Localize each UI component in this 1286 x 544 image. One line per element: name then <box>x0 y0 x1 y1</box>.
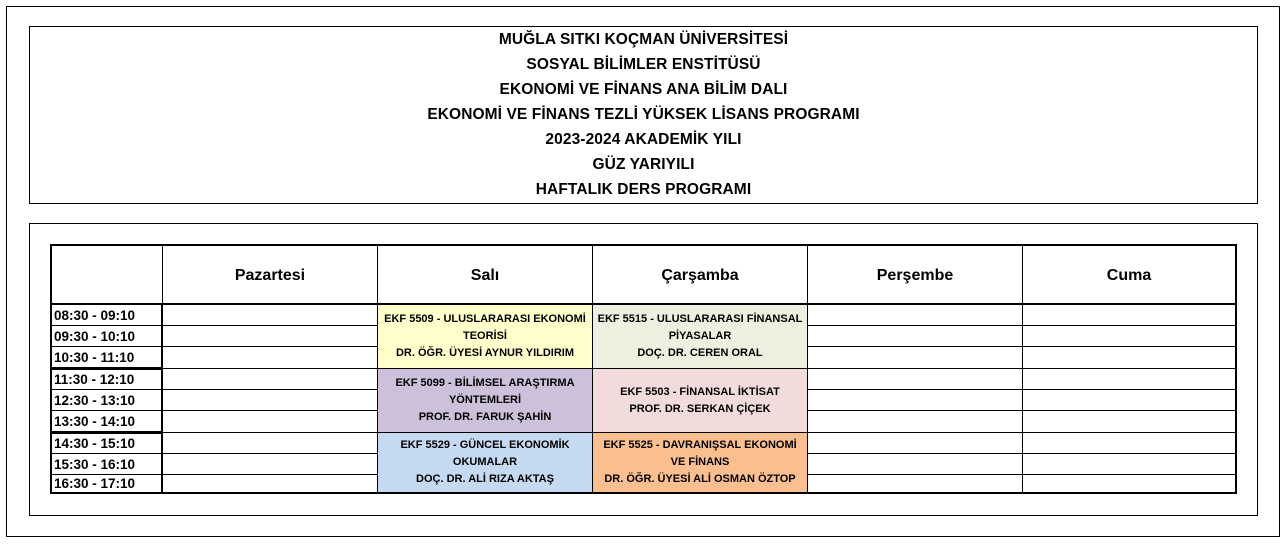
empty-slot-pazartesi <box>162 369 377 390</box>
time-group-divider <box>52 368 162 370</box>
course-title: EKF 5529 - GÜNCEL EKONOMİK OKUMALAR <box>400 439 570 468</box>
university-name: MUĞLA SITKI KOÇMAN ÜNİVERSİTESİ <box>498 31 789 48</box>
empty-slot-persembe <box>807 390 1022 411</box>
time-slot: 09:30 - 10:10 <box>52 326 162 347</box>
empty-slot-cuma <box>1022 347 1235 369</box>
empty-slot-persembe <box>807 326 1022 347</box>
course-title: EKF 5099 - BİLİMSEL ARAŞTIRMA YÖNTEMLERİ <box>395 377 575 406</box>
empty-slot-cuma <box>1022 411 1235 433</box>
course-cell <box>592 369 807 433</box>
empty-slot-pazartesi <box>162 305 377 326</box>
empty-slot-cuma <box>1022 454 1235 475</box>
time-slot: 15:30 - 16:10 <box>52 454 162 475</box>
empty-slot-persembe <box>807 433 1022 454</box>
time-group-divider <box>52 432 162 434</box>
empty-slot-cuma <box>1022 326 1235 347</box>
department-name: EKONOMİ VE FİNANS ANA BİLİM DALI <box>499 81 788 98</box>
course-instructor: PROF. DR. FARUK ŞAHİN <box>418 411 552 423</box>
day-header-carsamba: Çarşamba <box>592 246 807 305</box>
empty-slot-pazartesi <box>162 454 377 475</box>
day-header-sali: Salı <box>377 246 592 305</box>
course-cell <box>377 369 592 433</box>
course-instructor: PROF. DR. SERKAN ÇİÇEK <box>629 402 771 415</box>
empty-slot-persembe <box>807 475 1022 492</box>
day-header-persembe: Perşembe <box>807 246 1022 305</box>
time-slot: 08:30 - 09:10 <box>52 305 162 326</box>
course-cell <box>377 305 592 369</box>
time-slot: 11:30 - 12:10 <box>52 369 162 390</box>
time-slot: 14:30 - 15:10 <box>52 433 162 454</box>
empty-slot-pazartesi <box>162 326 377 347</box>
day-header-pazartesi: Pazartesi <box>162 246 377 305</box>
course-instructor: DOÇ. DR. CEREN ORAL <box>637 347 763 359</box>
semester: GÜZ YARIYILI <box>592 156 695 173</box>
course-instructor: DOÇ. DR. ALİ RIZA AKTAŞ <box>416 473 554 485</box>
course-cell <box>377 433 592 492</box>
course-title: EKF 5509 - ULUSLARARASI EKONOMİ TEORİSİ <box>384 313 586 342</box>
course-instructor: DR. ÖĞR. ÜYESİ ALİ OSMAN ÖZTOP <box>604 473 796 485</box>
course-cell <box>592 433 807 492</box>
course-title: EKF 5503 - FİNANSAL İKTİSAT <box>620 385 780 398</box>
empty-slot-pazartesi <box>162 390 377 411</box>
empty-slot-cuma <box>1022 305 1235 326</box>
day-header-cuma: Cuma <box>1022 246 1235 305</box>
empty-slot-cuma <box>1022 433 1235 454</box>
schedule-title: HAFTALIK DERS PROGRAMI <box>535 181 752 198</box>
program-name: EKONOMİ VE FİNANS TEZLİ YÜKSEK LİSANS PROGRAMI <box>427 106 860 123</box>
empty-slot-cuma <box>1022 390 1235 411</box>
time-slot: 13:30 - 14:10 <box>52 411 162 432</box>
course-instructor: DR. ÖĞR. ÜYESİ AYNUR YILDIRIM <box>395 347 575 359</box>
empty-slot-pazartesi <box>162 475 377 492</box>
course-cell <box>592 305 807 369</box>
program-header <box>29 26 1258 204</box>
empty-slot-pazartesi <box>162 411 377 433</box>
course-title: EKF 5525 - DAVRANIŞSAL EKONOMİ VE FİNANS <box>603 439 797 468</box>
empty-slot-persembe <box>807 347 1022 369</box>
time-slot: 12:30 - 13:10 <box>52 390 162 411</box>
empty-slot-cuma <box>1022 475 1235 492</box>
empty-slot-persembe <box>807 305 1022 326</box>
time-slot: 16:30 - 17:10 <box>52 475 162 492</box>
academic-year: 2023-2024 AKADEMİK YILI <box>545 131 742 148</box>
empty-slot-pazartesi <box>162 347 377 369</box>
institute-name: SOSYAL BİLİMLER ENSTİTÜSÜ <box>526 56 761 73</box>
empty-slot-cuma <box>1022 369 1235 390</box>
course-title: EKF 5515 - ULUSLARARASI FİNANSAL PİYASALAR <box>597 313 803 342</box>
empty-slot-persembe <box>807 369 1022 390</box>
empty-slot-pazartesi <box>162 433 377 454</box>
empty-slot-persembe <box>807 411 1022 433</box>
weekly-schedule-table <box>50 244 1237 494</box>
empty-slot-persembe <box>807 454 1022 475</box>
time-slot: 10:30 - 11:10 <box>52 347 162 368</box>
